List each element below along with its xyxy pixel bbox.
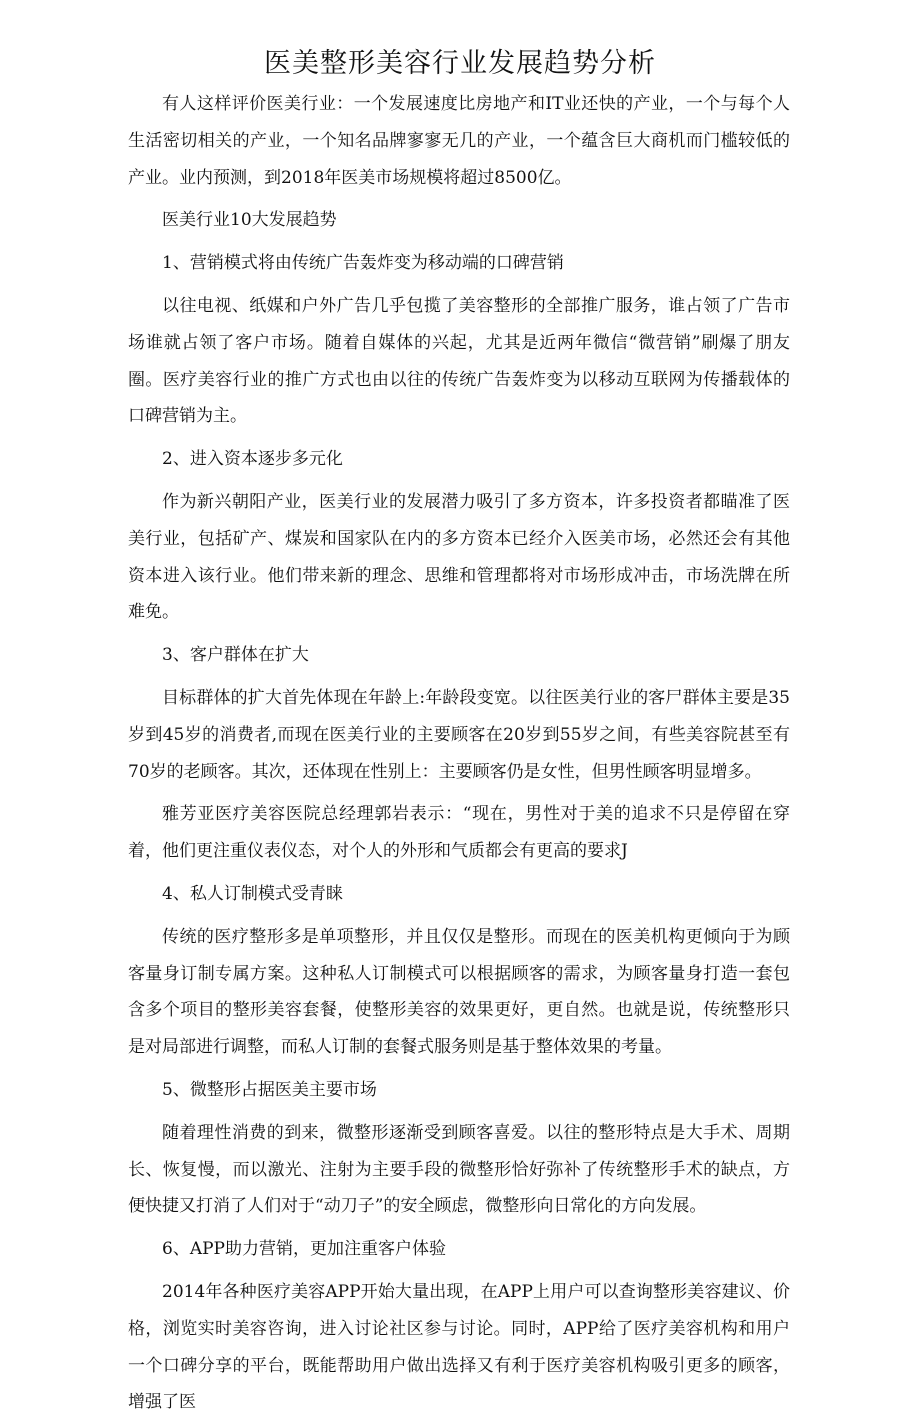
document-title: 医美整形美容行业发展趋势分析 — [264, 48, 656, 79]
section-paragraph: 随着理性消费的到来，微整形逐渐受到顾客喜爱。以往的整形特点是大手术、周期长、恢复慢，而以激光、注射为主要手段的微整形恰好弥补了传统整形手术的缺点，方便快捷又打消了人们对于“动刀子”的安全顾虑，微整形向日常化的方向发展。 — [128, 1122, 790, 1217]
section-paragraph: 传统的医疗整形多是单项整形，并且仅仅是整形。而现在的医美机构更倾向于为顾客量身订制专属方案。这种私人订制模式可以根据顾客的需求，为顾客量身打造一套包含多个项目的整形美容套餐，使整形美容的效果更好，更自然。也就是说，传统整形只是对局部进行调整，而私人订制的套餐式服务则是基于整体效果的考量。 — [128, 926, 790, 1058]
section-paragraph: 目标群体的扩大首先体现在年龄上:年龄段变宽。以往医美行业的客尸群体主要是35岁到45岁的消费者,而现在医美行业的主要顾客在20岁到55岁之间，有些美容院甚至有70岁的老顾客。其次，还体现在性别上：主要顾客仍是女性，但男性顾客明显增多。 — [128, 687, 790, 782]
trends-subtitle: 医美行业10大发展趋势 — [162, 210, 337, 231]
section-heading: 3、客户群体在扩大 — [162, 645, 309, 666]
document-body — [128, 86, 790, 1421]
section-heading: 4、私人订制模式受青睐 — [162, 883, 343, 904]
intro-paragraph: 有人这样评价医美行业：一个发展速度比房地产和IT业还快的产业，一个与每个人生活密切相关的产业，一个知名品牌寥寥无几的产业，一个蕴含巨大商机而门槛较低的产业。业内预测，到2018年医美市场规模将超过8500亿。 — [128, 94, 790, 188]
section-paragraph: 雅芳亚医疗美容医院总经理郭岩表示：“现在，男性对于美的追求不只是停留在穿着，他们更注重仪表仪态，对个人的外形和气质都会有更高的要求J — [128, 804, 790, 862]
section-heading: 2、进入资本逐步多元化 — [162, 449, 343, 470]
section-heading: 5、微整形占据医美主要市场 — [162, 1079, 377, 1100]
section-heading: 6、APP助力营销，更加注重客户体验 — [162, 1239, 446, 1260]
section-heading: 1、营销模式将由传统广告轰炸变为移动端的口碑营销 — [162, 253, 564, 274]
section-paragraph: 以往电视、纸媒和户外广告几乎包揽了美容整形的全部推广服务，谁占领了广告市场谁就占领了客户市场。随着自媒体的兴起，尤其是近两年微信“微营销”刷爆了朋友圈。医疗美容行业的推广方式也由以往的传统广告轰炸变为以移动互联网为传播载体的口碑营销为主。 — [128, 295, 790, 427]
section-paragraph: 2014年各种医疗美容APP开始大量出现，在APP上用户可以查询整形美容建议、价格，浏览实时美容咨询，进入讨论社区参与讨论。同时，APP给了医疗美容机构和用户一个口碑分享的平台，既能帮助用户做出选择又有利于医疗美容机构吸引更多的顾客，增强了医 — [128, 1281, 790, 1413]
section-paragraph: 作为新兴朝阳产业，医美行业的发展潜力吸引了多方资本，许多投资者都瞄准了医美行业，包括矿产、煤炭和国家队在内的多方资本已经介入医美市场，必然还会有其他资本进入该行业。他们带来新的理念、思维和管理都将对市场形成冲击，市场洗牌在所难免。 — [128, 491, 790, 623]
